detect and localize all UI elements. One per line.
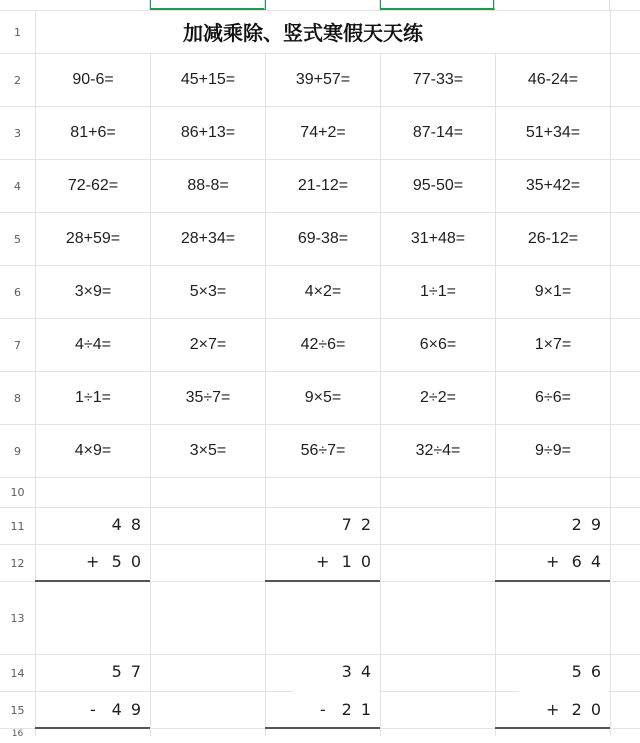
problem-cell[interactable]: 39+57= [295, 71, 351, 88]
vertical-top-number[interactable]: 34 [341, 662, 380, 681]
problem-cell[interactable]: 31+48= [410, 230, 466, 247]
row-number[interactable]: 7 [0, 319, 35, 371]
vertical-operator[interactable]: + [86, 552, 100, 571]
row-number[interactable]: 1 [0, 11, 35, 53]
vertical-underline [35, 727, 150, 729]
row-number[interactable]: 4 [0, 160, 35, 212]
vertical-underline [35, 580, 150, 582]
vertical-top-number[interactable]: 72 [341, 515, 380, 534]
vertical-operator[interactable]: - [320, 700, 326, 719]
problem-cell[interactable]: 6×6= [419, 336, 457, 353]
column-header-p[interactable] [150, 0, 265, 10]
row-number[interactable]: 5 [0, 213, 35, 265]
column-header-c[interactable] [35, 0, 150, 10]
problem-cell[interactable]: 2÷2= [420, 389, 456, 406]
vertical-bottom-number[interactable]: 10 [341, 552, 380, 571]
column-header-l[interactable] [380, 0, 495, 10]
row-number[interactable]: 11 [0, 508, 35, 544]
vertical-underline [495, 580, 610, 582]
problem-cell[interactable]: 3×5= [189, 442, 227, 459]
vertical-top-number[interactable]: 29 [571, 515, 610, 534]
problem-cell[interactable]: 51+34= [525, 124, 581, 141]
column-header-i[interactable] [265, 0, 380, 10]
vertical-top-number[interactable]: 56 [571, 662, 610, 681]
vertical-underline [495, 727, 610, 729]
problem-cell[interactable]: 81+6= [70, 124, 116, 141]
row-number[interactable]: 12 [0, 545, 35, 581]
problem-cell[interactable]: 5×3= [189, 283, 227, 300]
problem-cell[interactable]: 95-50= [412, 177, 464, 194]
vertical-operator[interactable]: + [546, 552, 560, 571]
problem-cell[interactable]: 1×7= [534, 336, 572, 353]
row-number[interactable]: 6 [0, 266, 35, 318]
problem-cell[interactable]: 1÷1= [75, 389, 111, 406]
problem-cell[interactable]: 35+42= [525, 177, 581, 194]
problem-cell[interactable]: 35÷7= [185, 389, 231, 406]
problem-cell[interactable]: 42÷6= [300, 336, 346, 353]
vertical-operator[interactable]: + [546, 700, 560, 719]
problem-cell[interactable]: 28+34= [180, 230, 236, 247]
row-number[interactable]: 9 [0, 425, 35, 477]
row-number[interactable]: 14 [0, 655, 35, 691]
row-number[interactable]: 2 [0, 54, 35, 106]
problem-cell[interactable]: 4×2= [304, 283, 342, 300]
problem-cell[interactable]: 56÷7= [300, 442, 346, 459]
vertical-bottom-number[interactable]: 64 [571, 552, 610, 571]
row-number[interactable]: 16 [0, 729, 35, 743]
problem-cell[interactable]: 26-12= [527, 230, 579, 247]
sheet-title[interactable]: 加减乘除、竖式寒假天天练 [183, 20, 423, 45]
vertical-bottom-number[interactable]: 50 [111, 552, 150, 571]
problem-cell[interactable]: 2×7= [189, 336, 227, 353]
problem-cell[interactable]: 86+13= [180, 124, 236, 141]
problem-cell[interactable]: 9÷9= [535, 442, 571, 459]
vertical-top-number[interactable]: 48 [111, 515, 150, 534]
column-header-o[interactable] [495, 0, 610, 10]
problem-cell[interactable]: 90-6= [72, 71, 114, 88]
vertical-bottom-number[interactable]: 21 [341, 700, 380, 719]
problem-cell[interactable]: 46-24= [527, 71, 579, 88]
problem-cell[interactable]: 9×5= [304, 389, 342, 406]
problem-cell[interactable]: 4÷4= [75, 336, 111, 353]
vertical-bottom-number[interactable]: 20 [571, 700, 610, 719]
row-number[interactable]: 8 [0, 372, 35, 424]
problem-cell[interactable]: 72-62= [67, 177, 119, 194]
row-number[interactable]: 13 [0, 582, 35, 654]
vertical-top-number[interactable]: 57 [111, 662, 150, 681]
problem-cell[interactable]: 4×9= [74, 442, 112, 459]
row-number[interactable]: 10 [0, 478, 35, 507]
problem-cell[interactable]: 45+15= [180, 71, 236, 88]
vertical-operator[interactable]: + [316, 552, 330, 571]
vertical-underline [265, 727, 380, 729]
problem-cell[interactable]: 28+59= [65, 230, 121, 247]
problem-cell[interactable]: 1÷1= [420, 283, 456, 300]
row-number[interactable]: 15 [0, 692, 35, 728]
problem-cell[interactable]: 21-12= [297, 177, 349, 194]
vertical-underline [265, 580, 380, 582]
vertical-bottom-number[interactable]: 49 [111, 700, 150, 719]
vertical-operator[interactable]: - [90, 700, 96, 719]
problem-cell[interactable]: 6÷6= [535, 389, 571, 406]
problem-cell[interactable]: 3×9= [74, 283, 112, 300]
problem-cell[interactable]: 32÷4= [415, 442, 461, 459]
problem-cell[interactable]: 69-38= [297, 230, 349, 247]
problem-cell[interactable]: 74+2= [300, 124, 346, 141]
problem-cell[interactable]: 77-33= [412, 71, 464, 88]
row-number[interactable]: 3 [0, 107, 35, 159]
problem-cell[interactable]: 88-8= [187, 177, 229, 194]
problem-cell[interactable]: 87-14= [412, 124, 464, 141]
problem-cell[interactable]: 9×1= [534, 283, 572, 300]
